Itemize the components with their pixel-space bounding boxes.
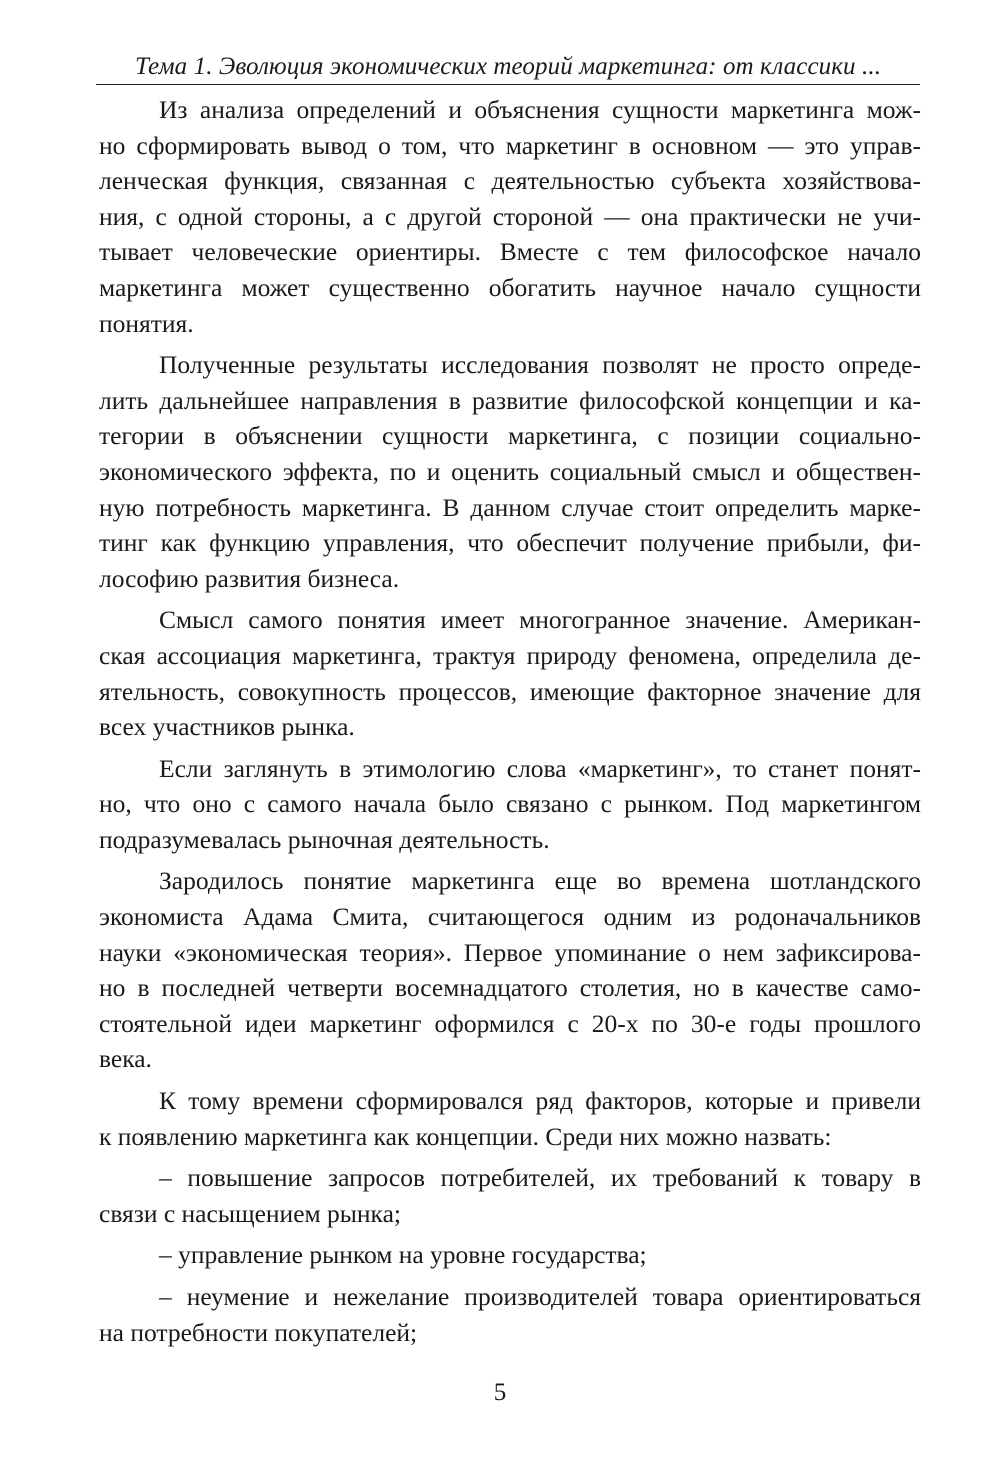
- text-line: экономиста Адама Смита, считающегося одним из родоначальников: [99, 902, 921, 932]
- text-line: но в последней четверти восемнадцатого столетия, но в качестве само-: [99, 973, 921, 1003]
- text-line: ятельность, совокупность процессов, имеющие факторное значение для: [99, 676, 921, 706]
- text-line: К тому времени сформировался ряд факторов, которые и привели: [159, 1086, 921, 1116]
- text-line: экономического эффекта, по и оценить социальный смысл и обществен-: [99, 456, 921, 486]
- paragraph-2: [99, 347, 921, 596]
- text-line: Полученные результаты исследования позволят не просто опреде-: [159, 350, 921, 380]
- text-line: Из анализа определений и объяснения сущности маркетинга мож-: [159, 95, 921, 124]
- text-line: стоятельной идеи маркетинг оформился с 20-х по 30-е годы прошлого: [99, 1008, 921, 1038]
- list-item-2: [99, 1237, 921, 1273]
- paragraph-1: [99, 92, 921, 341]
- text-line: маркетинга может существенно обогатить научное начало сущности: [99, 272, 921, 302]
- header-rule: [96, 84, 920, 85]
- paragraph-6: [99, 1083, 921, 1154]
- list-item-3: [99, 1279, 921, 1350]
- body-text: [99, 92, 921, 1356]
- paragraph-5: [99, 863, 921, 1077]
- text-line: понятия.: [99, 308, 194, 338]
- text-line: тинг как функцию управления, что обеспечит получение прибыли, фи-: [99, 528, 921, 558]
- text-line: ную потребность маркетинга. В данном случае стоит определить марке-: [99, 492, 921, 522]
- text-line: к появлению маркетинга как концепции. Среди них можно назвать:: [99, 1121, 832, 1151]
- text-line: но, что оно с самого начала было связано с рынком. Под маркетингом: [99, 789, 921, 819]
- text-line: на потребности покупателей;: [99, 1317, 418, 1347]
- text-line: – повышение запросов потребителей, их требований к товару в: [159, 1163, 921, 1193]
- text-line: лить дальнейшее направления в развитие философской концепции и ка-: [99, 385, 921, 415]
- paragraph-4: [99, 751, 921, 858]
- text-line: но сформировать вывод о том, что маркетинг в основном — это управ-: [99, 130, 921, 160]
- text-line: – неумение и нежелание производителей товара ориентироваться: [159, 1282, 921, 1311]
- text-line: связи с насыщением рынка;: [99, 1198, 401, 1228]
- text-line: тывает человеческие ориентиры. Вместе с тем философское начало: [99, 237, 921, 267]
- text-line: ния, с одной стороны, а с другой стороной — она практически не учи-: [99, 201, 921, 231]
- text-line: науки «экономическая теория». Первое упоминание о нем зафиксирова-: [99, 937, 921, 967]
- text-line: – управление рынком на уровне государства;: [159, 1240, 647, 1270]
- text-line: Зародилось понятие маркетинга еще во времена шотландского: [159, 866, 921, 896]
- text-line: подразумевалась рыночная деятельность.: [99, 824, 550, 854]
- paragraph-3: [99, 602, 921, 744]
- text-line: века.: [99, 1044, 152, 1074]
- text-line: тегории в объяснении сущности маркетинга, с позиции социально-: [99, 421, 921, 451]
- page-number: 5: [493, 1379, 507, 1406]
- text-line: ленческая функция, связанная с деятельностью субъекта хозяйствова-: [99, 166, 921, 196]
- text-line: ская ассоциация маркетинга, трактуя природу феномена, определила де-: [99, 640, 921, 670]
- running-header-title: Тема 1. Эволюция экономических теорий маркетинга: от классики ...: [134, 53, 882, 80]
- text-line: Если заглянуть в этимологию слова «маркетинг», то станет понят-: [159, 753, 921, 783]
- text-line: лософию развития бизнеса.: [99, 563, 400, 593]
- text-line: Смысл самого понятия имеет многогранное значение. Американ-: [159, 605, 921, 635]
- text-line: всех участников рынка.: [99, 712, 355, 742]
- list-item-1: [99, 1160, 921, 1231]
